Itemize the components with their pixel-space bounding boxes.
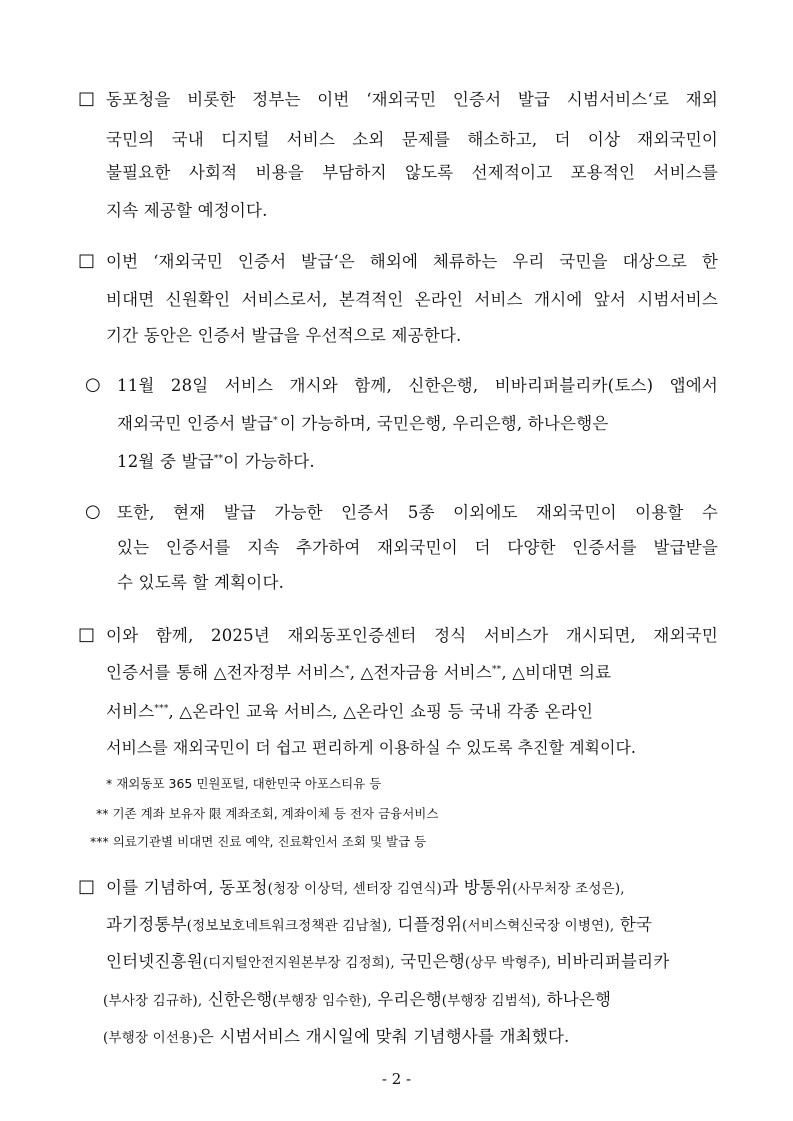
text-run: 디플정위 [392, 915, 463, 934]
footnote-marker: * [345, 665, 350, 675]
text-line: 국민의 국내 디지털 서비스 소외 문제를 해소하고, 더 이상 재외국민이 [106, 130, 718, 149]
footnote-marker: *** [154, 704, 169, 714]
text-run: (부사장 김규하), [103, 993, 203, 1009]
text-run: 하나은행 [541, 990, 612, 1009]
text-line [106, 915, 652, 936]
text-run: 서비스 [106, 702, 155, 721]
text-line [106, 952, 669, 973]
text-run: (상무 박형주), [464, 955, 552, 971]
circle-bullet: ○ [85, 374, 101, 395]
text-line: 서비스를 재외국민이 더 쉽고 편리하게 이용하실 수 있도록 추진할 계획이다. [106, 738, 636, 757]
text-run: (청장 이상덕, 센터장 김연식) [267, 881, 443, 897]
text-line: 이와 함께, 2025년 재외동포인증센터 정식 서비스가 개시되면, 재외국민 [106, 626, 718, 645]
text-run: (부행장 이선용) [103, 1030, 198, 1046]
footnote-marker: ** [213, 454, 224, 464]
text-line: 지속 제공할 예정이다. [106, 201, 268, 220]
text-run: 신한은행 [202, 990, 273, 1009]
text-run: , △전자금융 서비스 [349, 663, 492, 682]
text-line: 동포청을 비롯한 정부는 이번 ‘재외국민 인증서 발급 시범서비스‘로 재외 [106, 90, 718, 109]
text-run: 인증서를 통해 △전자정부 서비스 [106, 663, 346, 682]
text-line: 불필요한 사회적 비용을 부담하지 않도록 선제적이고 포용적인 서비스를 [106, 163, 718, 182]
text-line [106, 702, 593, 722]
footnote-marker: ** [491, 665, 502, 675]
text-run: 인터넷진흥원 [106, 952, 203, 971]
text-run: 재외국민 인증서 발급 [117, 414, 274, 433]
text-line [117, 414, 608, 434]
text-run: (정보보호네트워크정책관 김남철), [186, 918, 392, 934]
text-run: 과기정통부 [106, 915, 187, 934]
text-line [106, 663, 611, 683]
text-run: , △온라인 교육 서비스, △온라인 쇼핑 등 국내 각종 온라인 [168, 702, 594, 721]
text-line [103, 1027, 569, 1048]
footnote-marker: * [273, 416, 278, 426]
circle-bullet: ○ [85, 501, 101, 522]
text-line: 이번 ‘재외국민 인증서 발급‘은 해외에 체류하는 우리 국민을 대상으로 한 [106, 252, 718, 271]
footnote: *** 의료기관별 비대면 진료 예약, 진료확인서 조회 및 발급 등 [90, 834, 427, 849]
text-run: (부행장 임수한), [272, 993, 372, 1009]
text-run: (사무처장 조성은), [512, 881, 625, 897]
text-line: 수 있도록 할 계획이다. [117, 573, 285, 592]
text-run: , △비대면 의료 [501, 663, 612, 682]
text-run: 이 가능하며, 국민은행, 우리은행, 하나은행은 [279, 414, 609, 433]
text-run: 국민은행 [394, 952, 465, 971]
text-line: 또한, 현재 발급 가능한 인증서 5종 이외에도 재외국민이 이용할 수 [117, 503, 718, 522]
text-run: 이를 기념하여, 동포청 [106, 878, 268, 897]
square-bullet: □ [78, 624, 96, 645]
text-run: 은 시범서비스 개시일에 맞춰 기념행사를 개최했다. [197, 1027, 570, 1046]
text-line: 비대면 신원확인 서비스로서, 본격적인 온라인 서비스 개시에 앞서 시범서비스 [106, 290, 718, 309]
text-run: (디지털안전지원본부장 김정희), [202, 955, 395, 971]
text-run: 우리은행 [371, 990, 442, 1009]
text-line: 있는 인증서를 지속 추가하여 재외국민이 더 다양한 인증서를 발급받을 [117, 538, 718, 557]
text-run: (부행장 김범석), [441, 993, 542, 1009]
text-run: 이 가능하다. [223, 452, 315, 471]
text-line: 11월 28일 서비스 개시와 함께, 신한은행, 비바리퍼블리카(토스) 앱에서 [117, 376, 718, 395]
footnote: * 재외동포 365 민원포털, 대한민국 아포스티유 등 [106, 776, 382, 791]
text-line [106, 878, 625, 899]
text-line: 기간 동안은 인증서 발급을 우선적으로 제공한다. [106, 326, 462, 345]
square-bullet: □ [78, 876, 96, 897]
text-run: 비바리퍼블리카 [551, 952, 670, 971]
footnote: ** 기존 계좌 보유자 限 계좌조회, 계좌이체 등 전자 금융서비스 [96, 806, 439, 821]
text-run: 12월 중 발급 [117, 452, 214, 471]
square-bullet: □ [78, 250, 96, 271]
text-line [117, 452, 315, 472]
page-number: - 2 - [381, 1070, 412, 1088]
text-line [103, 990, 611, 1011]
text-run: 한국 [614, 915, 653, 934]
square-bullet: □ [78, 88, 96, 109]
text-run: (서비스혁신국장 이병연), [462, 918, 615, 934]
text-run: 과 방통위 [442, 878, 513, 897]
